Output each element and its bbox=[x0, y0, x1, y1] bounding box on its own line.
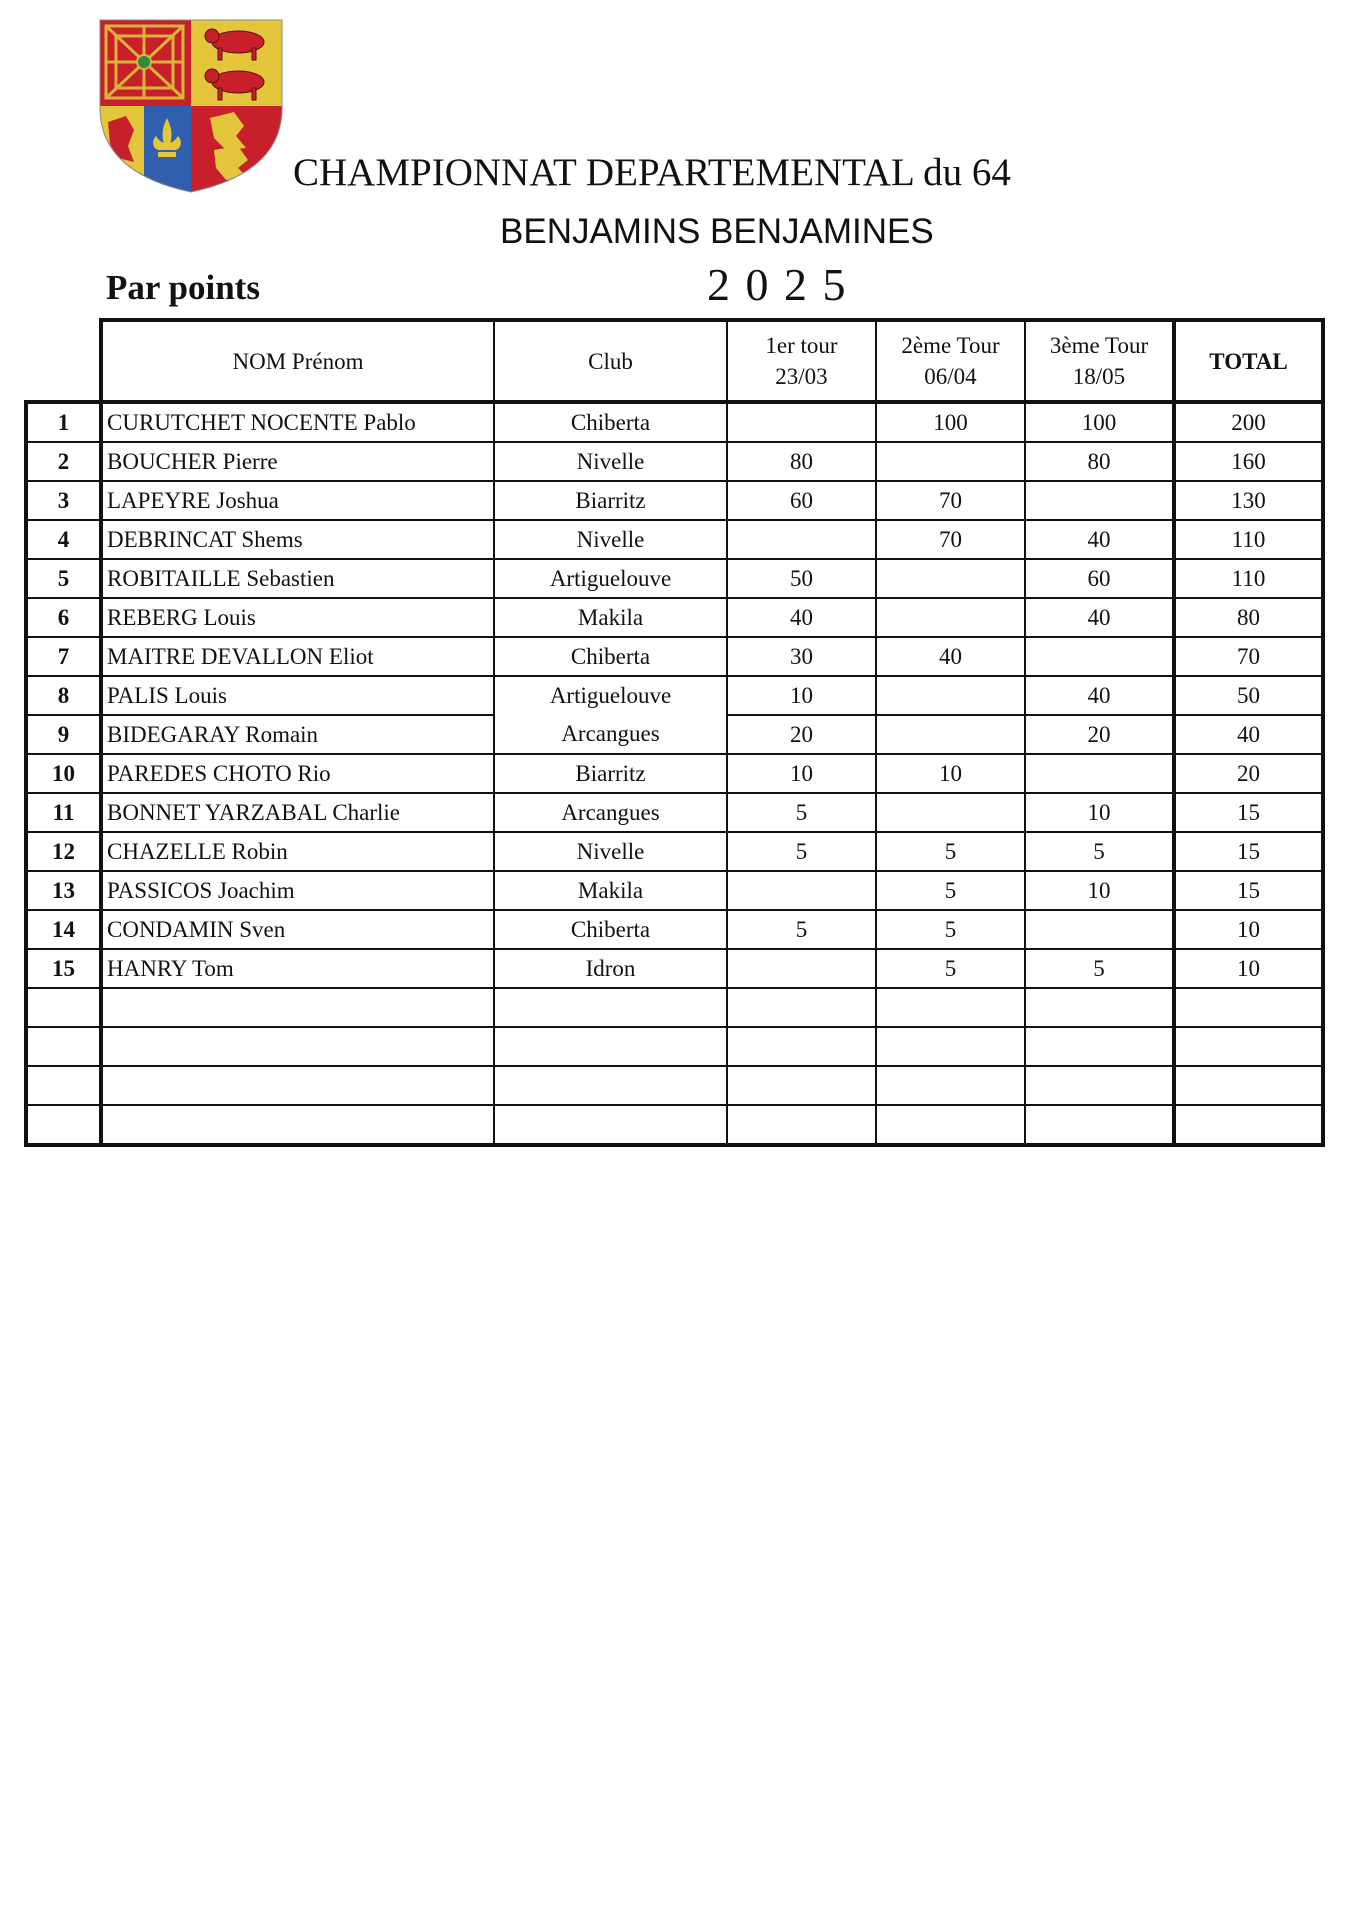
header-total: TOTAL bbox=[1174, 320, 1323, 402]
header-round1-label: 1er tour bbox=[765, 333, 838, 358]
rank-cell: 4 bbox=[26, 520, 101, 559]
name-cell bbox=[101, 1066, 494, 1105]
club-cell: Chiberta bbox=[494, 402, 727, 442]
club-cell bbox=[494, 1027, 727, 1066]
round3-points-cell: 5 bbox=[1025, 832, 1174, 871]
round1-points-cell: 80 bbox=[727, 442, 876, 481]
total-points-cell: 10 bbox=[1174, 949, 1323, 988]
name-cell bbox=[101, 1027, 494, 1066]
name-cell: DEBRINCAT Shems bbox=[101, 520, 494, 559]
name-cell: ROBITAILLE Sebastien bbox=[101, 559, 494, 598]
club-cell: Biarritz bbox=[494, 481, 727, 520]
round3-points-cell: 60 bbox=[1025, 559, 1174, 598]
round3-points-cell bbox=[1025, 481, 1174, 520]
round2-points-cell bbox=[876, 793, 1025, 832]
table-row bbox=[26, 910, 1323, 949]
total-points-cell: 110 bbox=[1174, 520, 1323, 559]
name-cell bbox=[101, 988, 494, 1027]
club-cell: Makila bbox=[494, 598, 727, 637]
total-points-cell: 110 bbox=[1174, 559, 1323, 598]
rank-cell: 1 bbox=[26, 402, 101, 442]
season-year: 2 0 2 5 bbox=[707, 259, 848, 310]
name-cell: BIDEGARAY Romain bbox=[101, 715, 494, 754]
round2-points-cell bbox=[876, 676, 1025, 715]
name-cell: REBERG Louis bbox=[101, 598, 494, 637]
club-cell: Artiguelouve bbox=[494, 676, 727, 715]
round1-points-cell bbox=[727, 871, 876, 910]
table-row bbox=[26, 520, 1323, 559]
round2-points-cell bbox=[876, 1066, 1025, 1105]
table-row bbox=[26, 754, 1323, 793]
round1-points-cell bbox=[727, 988, 876, 1027]
total-points-cell: 200 bbox=[1174, 402, 1323, 442]
round3-points-cell bbox=[1025, 1105, 1174, 1145]
round1-points-cell bbox=[727, 1027, 876, 1066]
table-row bbox=[26, 715, 1323, 754]
club-cell: Nivelle bbox=[494, 520, 727, 559]
name-cell: BONNET YARZABAL Charlie bbox=[101, 793, 494, 832]
total-points-cell bbox=[1174, 1066, 1323, 1105]
total-points-cell: 40 bbox=[1174, 715, 1323, 754]
header-rank-cell bbox=[26, 320, 101, 402]
rank-cell bbox=[26, 988, 101, 1027]
rank-cell: 3 bbox=[26, 481, 101, 520]
round2-points-cell bbox=[876, 715, 1025, 754]
header-round2-date: 06/04 bbox=[924, 364, 977, 389]
name-cell: CURUTCHET NOCENTE Pablo bbox=[101, 402, 494, 442]
round3-points-cell bbox=[1025, 910, 1174, 949]
rank-cell: 15 bbox=[26, 949, 101, 988]
club-cell bbox=[494, 1066, 727, 1105]
round2-points-cell: 100 bbox=[876, 402, 1025, 442]
total-points-cell: 80 bbox=[1174, 598, 1323, 637]
round3-points-cell: 10 bbox=[1025, 871, 1174, 910]
club-cell: Chiberta bbox=[494, 637, 727, 676]
header-round3-label: 3ème Tour bbox=[1049, 333, 1149, 358]
table-row bbox=[26, 481, 1323, 520]
name-cell: LAPEYRE Joshua bbox=[101, 481, 494, 520]
rank-cell bbox=[26, 1066, 101, 1105]
table-row bbox=[26, 442, 1323, 481]
round2-points-cell bbox=[876, 598, 1025, 637]
championship-title: CHAMPIONNAT DEPARTEMENTAL du 64 bbox=[293, 151, 1011, 194]
club-cell: Arcangues bbox=[494, 793, 727, 832]
round2-points-cell bbox=[876, 559, 1025, 598]
name-cell: CHAZELLE Robin bbox=[101, 832, 494, 871]
round3-points-cell: 5 bbox=[1025, 949, 1174, 988]
rank-cell: 2 bbox=[26, 442, 101, 481]
club-cell: Idron bbox=[494, 949, 727, 988]
total-points-cell bbox=[1174, 988, 1323, 1027]
rank-cell: 6 bbox=[26, 598, 101, 637]
round3-points-cell: 80 bbox=[1025, 442, 1174, 481]
table-row bbox=[26, 1027, 1323, 1066]
table-row bbox=[26, 598, 1323, 637]
name-cell: PASSICOS Joachim bbox=[101, 871, 494, 910]
name-cell: PAREDES CHOTO Rio bbox=[101, 754, 494, 793]
header-round3 bbox=[1025, 320, 1174, 402]
table-row bbox=[26, 988, 1323, 1027]
name-cell: PALIS Louis bbox=[101, 676, 494, 715]
round2-points-cell: 10 bbox=[876, 754, 1025, 793]
total-points-cell: 130 bbox=[1174, 481, 1323, 520]
total-points-cell: 15 bbox=[1174, 793, 1323, 832]
total-points-cell: 70 bbox=[1174, 637, 1323, 676]
round3-points-cell: 100 bbox=[1025, 402, 1174, 442]
round3-points-cell bbox=[1025, 1066, 1174, 1105]
round1-points-cell: 30 bbox=[727, 637, 876, 676]
table-row bbox=[26, 559, 1323, 598]
category-title: BENJAMINS BENJAMINES bbox=[500, 212, 934, 251]
round2-points-cell: 70 bbox=[876, 520, 1025, 559]
rank-cell: 8 bbox=[26, 676, 101, 715]
rank-cell: 11 bbox=[26, 793, 101, 832]
total-points-cell: 15 bbox=[1174, 871, 1323, 910]
table-row bbox=[26, 637, 1323, 676]
total-points-cell bbox=[1174, 1105, 1323, 1145]
round2-points-cell: 5 bbox=[876, 910, 1025, 949]
rank-cell bbox=[26, 1105, 101, 1145]
table-row bbox=[26, 949, 1323, 988]
round2-points-cell: 5 bbox=[876, 871, 1025, 910]
round3-points-cell bbox=[1025, 988, 1174, 1027]
round1-points-cell: 10 bbox=[727, 754, 876, 793]
round3-points-cell bbox=[1025, 754, 1174, 793]
table-row bbox=[26, 793, 1323, 832]
rank-cell: 5 bbox=[26, 559, 101, 598]
round1-points-cell bbox=[727, 520, 876, 559]
rank-cell: 13 bbox=[26, 871, 101, 910]
round1-points-cell bbox=[727, 402, 876, 442]
round3-points-cell: 40 bbox=[1025, 676, 1174, 715]
round1-points-cell bbox=[727, 949, 876, 988]
club-cell bbox=[494, 988, 727, 1027]
ranking-table bbox=[24, 318, 1325, 1147]
table-header-row bbox=[26, 320, 1323, 402]
round3-points-cell: 10 bbox=[1025, 793, 1174, 832]
total-points-cell: 10 bbox=[1174, 910, 1323, 949]
rank-cell: 10 bbox=[26, 754, 101, 793]
table-row bbox=[26, 1066, 1323, 1105]
total-points-cell: 160 bbox=[1174, 442, 1323, 481]
round3-points-cell: 20 bbox=[1025, 715, 1174, 754]
round1-points-cell: 40 bbox=[727, 598, 876, 637]
club-cell: Biarritz bbox=[494, 754, 727, 793]
table-row bbox=[26, 871, 1323, 910]
header-round1 bbox=[727, 320, 876, 402]
name-cell: CONDAMIN Sven bbox=[101, 910, 494, 949]
header-club: Club bbox=[494, 320, 727, 402]
round1-points-cell bbox=[727, 1105, 876, 1145]
rank-cell: 12 bbox=[26, 832, 101, 871]
header-round2-label: 2ème Tour bbox=[901, 333, 1000, 358]
round2-points-cell bbox=[876, 1105, 1025, 1145]
rank-cell: 9 bbox=[26, 715, 101, 754]
round2-points-cell: 5 bbox=[876, 949, 1025, 988]
header-round1-date: 23/03 bbox=[775, 364, 828, 389]
round2-points-cell: 5 bbox=[876, 832, 1025, 871]
header-round3-date: 18/05 bbox=[1072, 364, 1126, 389]
header-round2 bbox=[876, 320, 1025, 402]
club-cell: Makila bbox=[494, 871, 727, 910]
round1-points-cell: 5 bbox=[727, 910, 876, 949]
total-points-cell: 50 bbox=[1174, 676, 1323, 715]
club-cell: Nivelle bbox=[494, 832, 727, 871]
club-cell bbox=[494, 1105, 727, 1145]
rank-cell bbox=[26, 1027, 101, 1066]
table-row bbox=[26, 832, 1323, 871]
table-row bbox=[26, 1105, 1323, 1145]
round2-points-cell: 40 bbox=[876, 637, 1025, 676]
name-cell: HANRY Tom bbox=[101, 949, 494, 988]
round1-points-cell: 50 bbox=[727, 559, 876, 598]
round1-points-cell: 5 bbox=[727, 793, 876, 832]
ranking-type-label: Par points bbox=[106, 268, 260, 307]
club-cell: Artiguelouve bbox=[494, 559, 727, 598]
total-points-cell: 20 bbox=[1174, 754, 1323, 793]
table-row bbox=[26, 402, 1323, 442]
round1-points-cell: 5 bbox=[727, 832, 876, 871]
round2-points-cell bbox=[876, 442, 1025, 481]
total-points-cell bbox=[1174, 1027, 1323, 1066]
rank-cell: 14 bbox=[26, 910, 101, 949]
round1-points-cell: 20 bbox=[727, 715, 876, 754]
round3-points-cell: 40 bbox=[1025, 598, 1174, 637]
rank-cell: 7 bbox=[26, 637, 101, 676]
round2-points-cell bbox=[876, 1027, 1025, 1066]
club-cell: Nivelle bbox=[494, 442, 727, 481]
total-points-cell: 15 bbox=[1174, 832, 1323, 871]
round1-points-cell: 60 bbox=[727, 481, 876, 520]
club-cell: Chiberta bbox=[494, 910, 727, 949]
table-row bbox=[26, 676, 1323, 715]
basque-country-coat-of-arms-icon bbox=[98, 18, 284, 194]
name-cell bbox=[101, 1105, 494, 1145]
header-name: NOM Prénom bbox=[101, 320, 494, 402]
round3-points-cell bbox=[1025, 1027, 1174, 1066]
name-cell: BOUCHER Pierre bbox=[101, 442, 494, 481]
round3-points-cell bbox=[1025, 637, 1174, 676]
club-cell: Arcangues bbox=[494, 715, 727, 754]
round1-points-cell: 10 bbox=[727, 676, 876, 715]
name-cell: MAITRE DEVALLON Eliot bbox=[101, 637, 494, 676]
round3-points-cell: 40 bbox=[1025, 520, 1174, 559]
round2-points-cell: 70 bbox=[876, 481, 1025, 520]
round2-points-cell bbox=[876, 988, 1025, 1027]
round1-points-cell bbox=[727, 1066, 876, 1105]
